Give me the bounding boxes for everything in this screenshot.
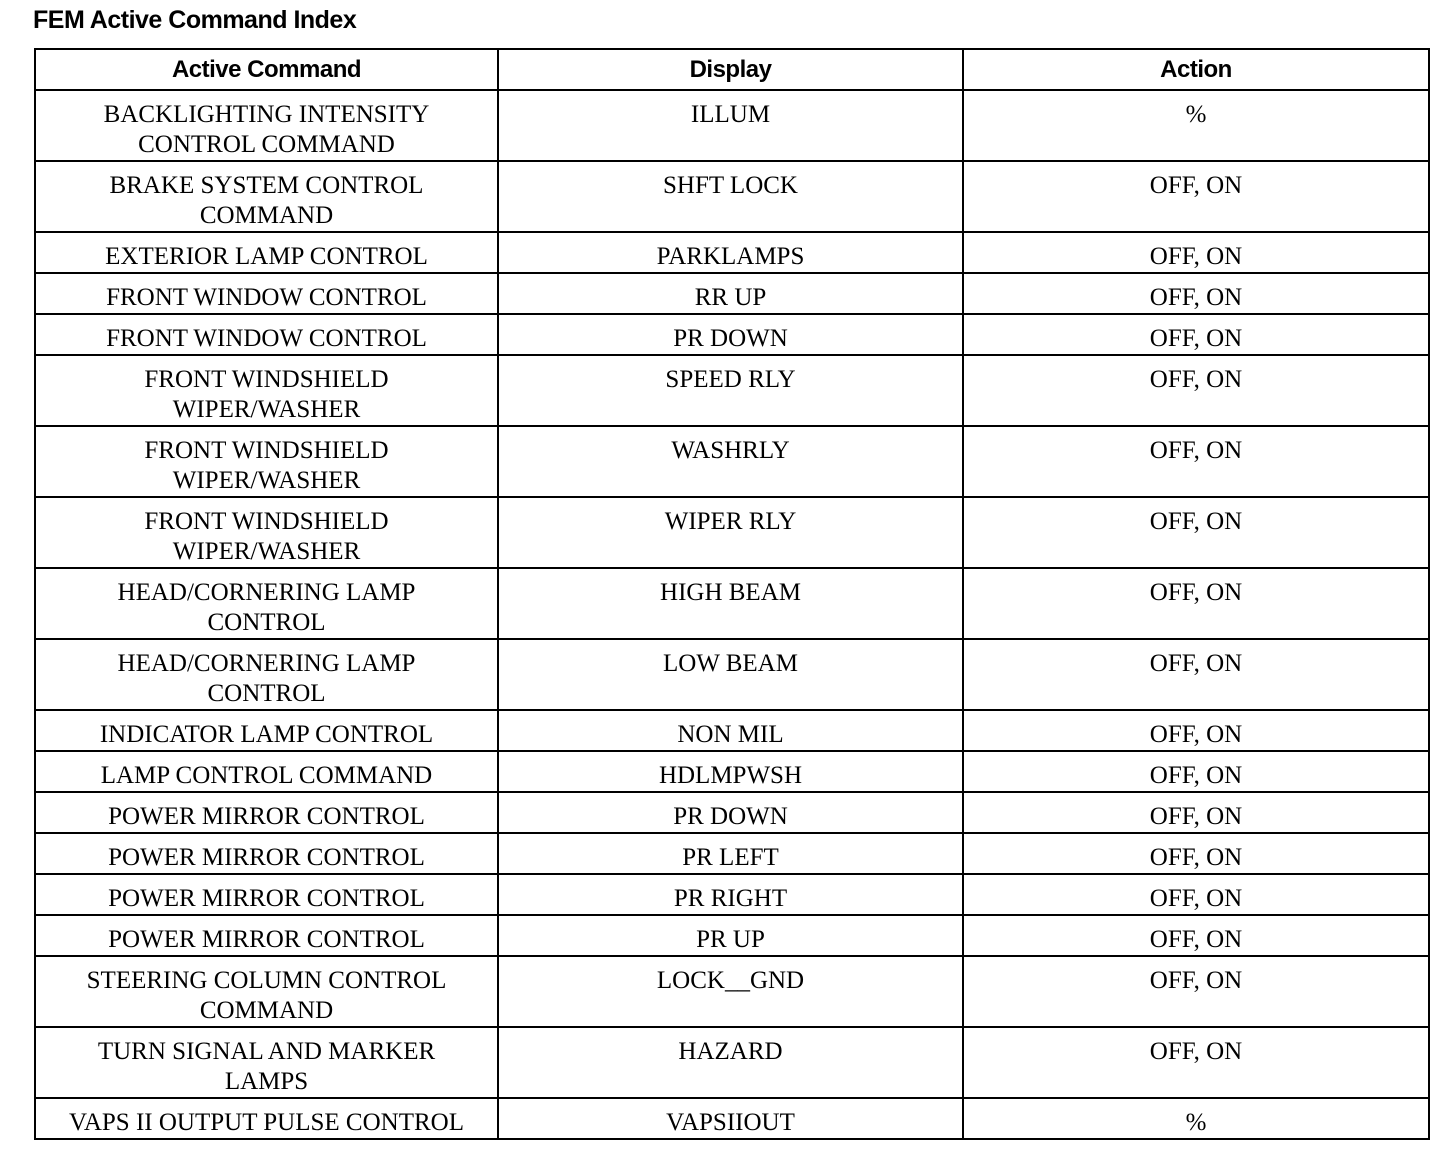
table-row — [35, 1098, 1429, 1139]
cell-text: POWER MIRROR CONTROL — [108, 885, 425, 912]
table-row — [35, 710, 1429, 751]
table-row — [35, 1027, 1429, 1098]
cell-display: PR RIGHT — [498, 874, 963, 915]
cell-active-command — [35, 273, 498, 314]
cell-text: FRONT WINDOW CONTROL — [106, 325, 427, 352]
cell-active-command — [35, 833, 498, 874]
table-row — [35, 833, 1429, 874]
cell-active-command — [35, 161, 498, 232]
cell-text: BACKLIGHTING INTENSITY CONTROL COMMAND — [103, 101, 430, 158]
cell-text: HEAD/CORNERING LAMP CONTROL — [117, 650, 416, 707]
table-row — [35, 355, 1429, 426]
table-row — [35, 90, 1429, 161]
cell-text: VAPS II OUTPUT PULSE CONTROL — [69, 1109, 464, 1136]
cell-display: PARKLAMPS — [498, 232, 963, 273]
cell-active-command — [35, 874, 498, 915]
cell-active-command — [35, 639, 498, 710]
cell-action: OFF, ON — [963, 426, 1429, 497]
table-row — [35, 874, 1429, 915]
cell-action: OFF, ON — [963, 273, 1429, 314]
cell-display: PR UP — [498, 915, 963, 956]
cell-display: WIPER RLY — [498, 497, 963, 568]
table-row — [35, 497, 1429, 568]
table-row — [35, 792, 1429, 833]
cell-active-command — [35, 568, 498, 639]
active-command-table — [34, 48, 1430, 1140]
cell-display: ILLUM — [498, 90, 963, 161]
column-header-display: Display — [498, 49, 963, 90]
cell-action: OFF, ON — [963, 956, 1429, 1027]
cell-action: OFF, ON — [963, 1027, 1429, 1098]
cell-display: WASHRLY — [498, 426, 963, 497]
cell-active-command — [35, 710, 498, 751]
table-row — [35, 915, 1429, 956]
cell-active-command — [35, 355, 498, 426]
cell-text: FRONT WINDSHIELD WIPER/WASHER — [144, 437, 389, 494]
cell-active-command — [35, 915, 498, 956]
table-row — [35, 426, 1429, 497]
cell-active-command — [35, 1027, 498, 1098]
cell-text: FRONT WINDSHIELD WIPER/WASHER — [144, 366, 389, 423]
cell-text: FRONT WINDSHIELD WIPER/WASHER — [144, 508, 389, 565]
cell-display: LOW BEAM — [498, 639, 963, 710]
cell-display: RR UP — [498, 273, 963, 314]
cell-action: OFF, ON — [963, 874, 1429, 915]
cell-text: BRAKE SYSTEM CONTROL COMMAND — [109, 172, 424, 229]
cell-action: OFF, ON — [963, 639, 1429, 710]
cell-display: SHFT LOCK — [498, 161, 963, 232]
cell-display: PR DOWN — [498, 792, 963, 833]
cell-active-command — [35, 792, 498, 833]
cell-text: POWER MIRROR CONTROL — [108, 926, 425, 953]
cell-active-command — [35, 90, 498, 161]
cell-text: POWER MIRROR CONTROL — [108, 803, 425, 830]
cell-display: SPEED RLY — [498, 355, 963, 426]
cell-display: PR LEFT — [498, 833, 963, 874]
cell-action: OFF, ON — [963, 355, 1429, 426]
cell-text: STEERING COLUMN CONTROL COMMAND — [86, 967, 447, 1024]
cell-action: OFF, ON — [963, 314, 1429, 355]
cell-text: LAMP CONTROL COMMAND — [100, 762, 433, 789]
table-row — [35, 161, 1429, 232]
table-row — [35, 568, 1429, 639]
table-row — [35, 314, 1429, 355]
cell-active-command — [35, 314, 498, 355]
cell-action: OFF, ON — [963, 833, 1429, 874]
cell-text: POWER MIRROR CONTROL — [108, 844, 425, 871]
cell-display: LOCK__GND — [498, 956, 963, 1027]
cell-action: OFF, ON — [963, 915, 1429, 956]
table-row — [35, 232, 1429, 273]
table-row — [35, 956, 1429, 1027]
table-row — [35, 639, 1429, 710]
cell-text: FRONT WINDOW CONTROL — [106, 284, 427, 311]
cell-action: OFF, ON — [963, 792, 1429, 833]
cell-active-command — [35, 751, 498, 792]
column-header-active-command: Active Command — [35, 49, 498, 90]
cell-text: HEAD/CORNERING LAMP CONTROL — [117, 579, 416, 636]
cell-action: OFF, ON — [963, 568, 1429, 639]
cell-action: OFF, ON — [963, 497, 1429, 568]
cell-action: % — [963, 90, 1429, 161]
cell-display: VAPSIIOUT — [498, 1098, 963, 1139]
cell-active-command — [35, 1098, 498, 1139]
cell-action: % — [963, 1098, 1429, 1139]
table-row — [35, 273, 1429, 314]
cell-text: TURN SIGNAL AND MARKER LAMPS — [97, 1038, 436, 1095]
cell-text: EXTERIOR LAMP CONTROL — [105, 243, 428, 270]
cell-text: INDICATOR LAMP CONTROL — [99, 721, 434, 748]
cell-active-command — [35, 497, 498, 568]
cell-display: HIGH BEAM — [498, 568, 963, 639]
cell-action: OFF, ON — [963, 161, 1429, 232]
table-header-row — [35, 49, 1429, 90]
cell-action: OFF, ON — [963, 232, 1429, 273]
column-header-action: Action — [963, 49, 1429, 90]
cell-display: HAZARD — [498, 1027, 963, 1098]
cell-active-command — [35, 426, 498, 497]
cell-display: PR DOWN — [498, 314, 963, 355]
table-row — [35, 751, 1429, 792]
cell-display: NON MIL — [498, 710, 963, 751]
cell-display: HDLMPWSH — [498, 751, 963, 792]
cell-action: OFF, ON — [963, 751, 1429, 792]
page-title: FEM Active Command Index — [33, 6, 357, 34]
cell-action: OFF, ON — [963, 710, 1429, 751]
cell-active-command — [35, 956, 498, 1027]
cell-active-command — [35, 232, 498, 273]
